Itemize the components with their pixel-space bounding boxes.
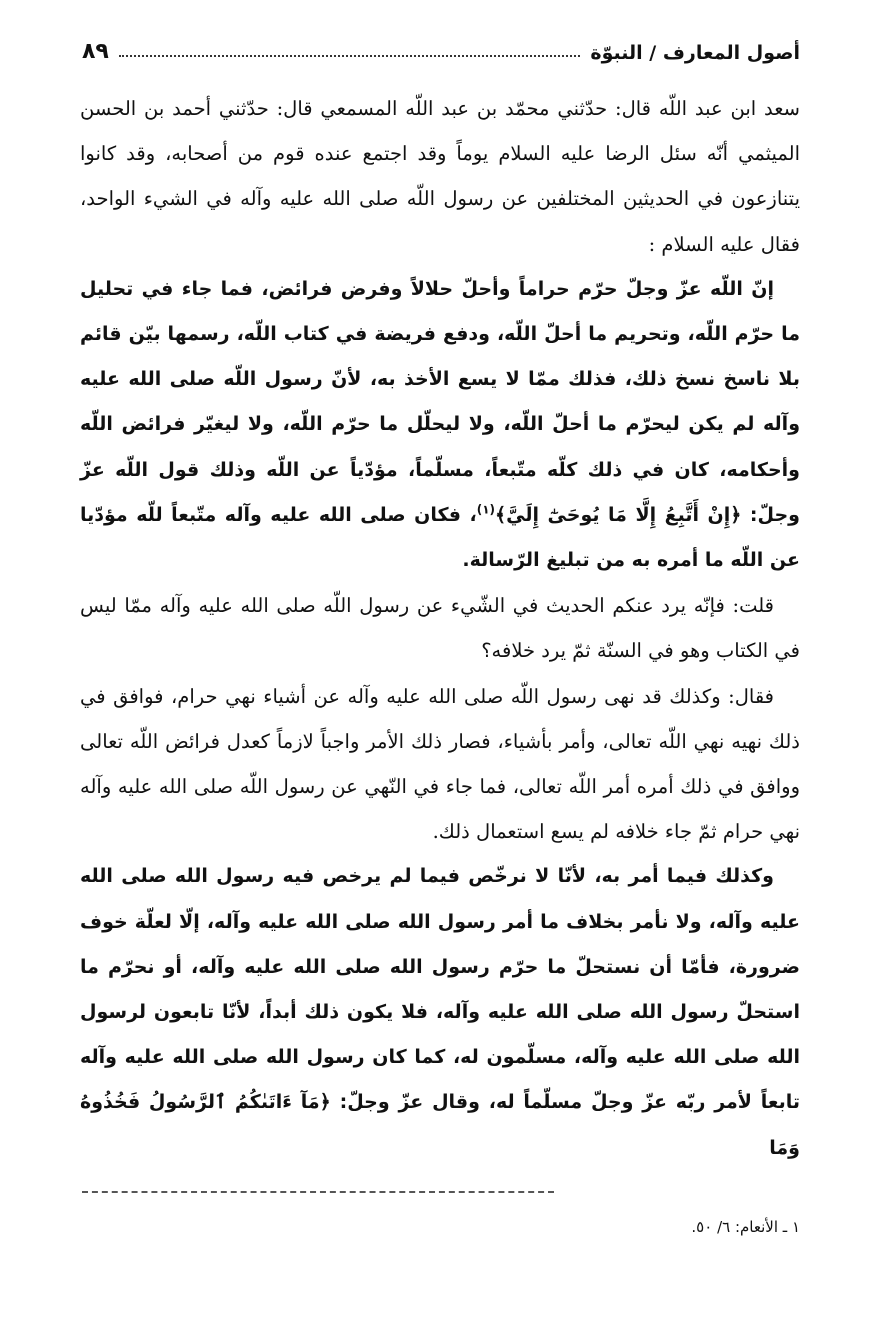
- footnote: ١ ـ الأنعام: ٦/ ٥٠.: [691, 1218, 800, 1236]
- running-header: [82, 30, 800, 64]
- paragraph-hadith-1-text-continued: ، فكان صلى الله عليه وآله متّبعاً للّه مؤدّيا عن اللّه ما أمره به من تبليغ الرّسالة.: [80, 503, 800, 572]
- paragraph-answer: فقال: وكذلك قد نهى رسول اللّه صلى الله عليه وآله عن أشياء نهي حرام، فوافق في ذلك نهيه نهي اللّه تعالى، وأمر بأشياء، فصار ذلك الأمر واجباً لازماً كعدل فرائض اللّه تعالى ووافق في ذلك أمره أمر اللّه تعالى، فما جاء في النّهي عن رسول اللّه صلى الله عليه وآله نهي حرام ثمّ جاء خلافه لم يسع استعمال ذلك.: [80, 684, 800, 844]
- header-dotted-leader: [119, 55, 581, 57]
- paragraph-question: قلت: فإنّه يرد عنكم الحديث في الشّيء عن رسول اللّه صلى الله عليه وآله ممّا ليس في الكتاب وهو في السنّة ثمّ يرد خلافه؟: [80, 594, 800, 663]
- paragraph-hadith-1-text: إنّ اللّه عزّ وجلّ حرّم حراماً وأحلّ حلالاً وفرض فرائض، فما جاء في تحليل ما حرّم اللّه، وتحريم ما أحلّ اللّه، ودفع فريضة في كتاب اللّه، رسمها بيّن قائم بلا ناسخ نسخ ذلك، فذلك ممّا لا يسع الأخذ به، لأنّ رسول اللّه صلى الله عليه وآله لم يكن ليحرّم ما أحلّ اللّه، ولا ليحلّل ما حرّم اللّه، ولا ليغيّر فرائض اللّه وأحكامه، كان في ذلك كلّه متّبعاً، مسلّماً، مؤدّياً عن اللّه وذلك قول اللّه عزّ وجلّ: ﴿إِنْ أَتَّبِعُ إِلَّا مَا يُوحَىٰٓ إِلَيَّ﴾: [80, 277, 800, 526]
- footnote-separator: [82, 1191, 554, 1193]
- page-body: [80, 86, 800, 1171]
- paragraph-hadith-2: وكذلك فيما أمر به، لأنّا لا نرخّص فيما لم يرخص فيه رسول الله صلى الله عليه وآله، ولا نأمر بخلاف ما أمر رسول الله صلى الله عليه وآله، إلّا لعلّة خوف ضرورة، فأمّا أن نستحلّ ما حرّم رسول الله صلى الله عليه وآله، أو نحرّم ما استحلّ رسول الله صلى الله عليه وآله، فلا يكون ذلك أبداً، لأنّا تابعون لرسول الله صلى الله عليه وآله، مسلّمون له، كما كان رسول الله صلى الله عليه وآله تابعاً لأمر ربّه عزّ وجلّ مسلّماً له، وقال عزّ وجلّ: ﴿مَآ ءَاتَىٰكُمُ ٱلرَّسُولُ فَخُذُوهُ وَمَا: [80, 865, 800, 1159]
- footnote-reference: (١): [476, 502, 496, 517]
- page-number: ٨٩: [82, 39, 109, 64]
- paragraph-isnad: سعد ابن عبد اللّه قال: حدّثني محمّد بن عبد اللّه المسمعي قال: حدّثني أحمد بن الحسن الميثمي أنّه سئل الرضا عليه السلام يوماً وقد اجتمع عنده قوم من أصحابه، وقد كانوا يتنازعون في الحديثين المختلفين عن رسول اللّه صلى الله عليه وآله في الشيء الواحد، فقال عليه السلام :: [80, 97, 800, 256]
- paragraph-hadith-1: [80, 267, 800, 583]
- header-title: أصول المعارف / النبوّة: [590, 42, 800, 64]
